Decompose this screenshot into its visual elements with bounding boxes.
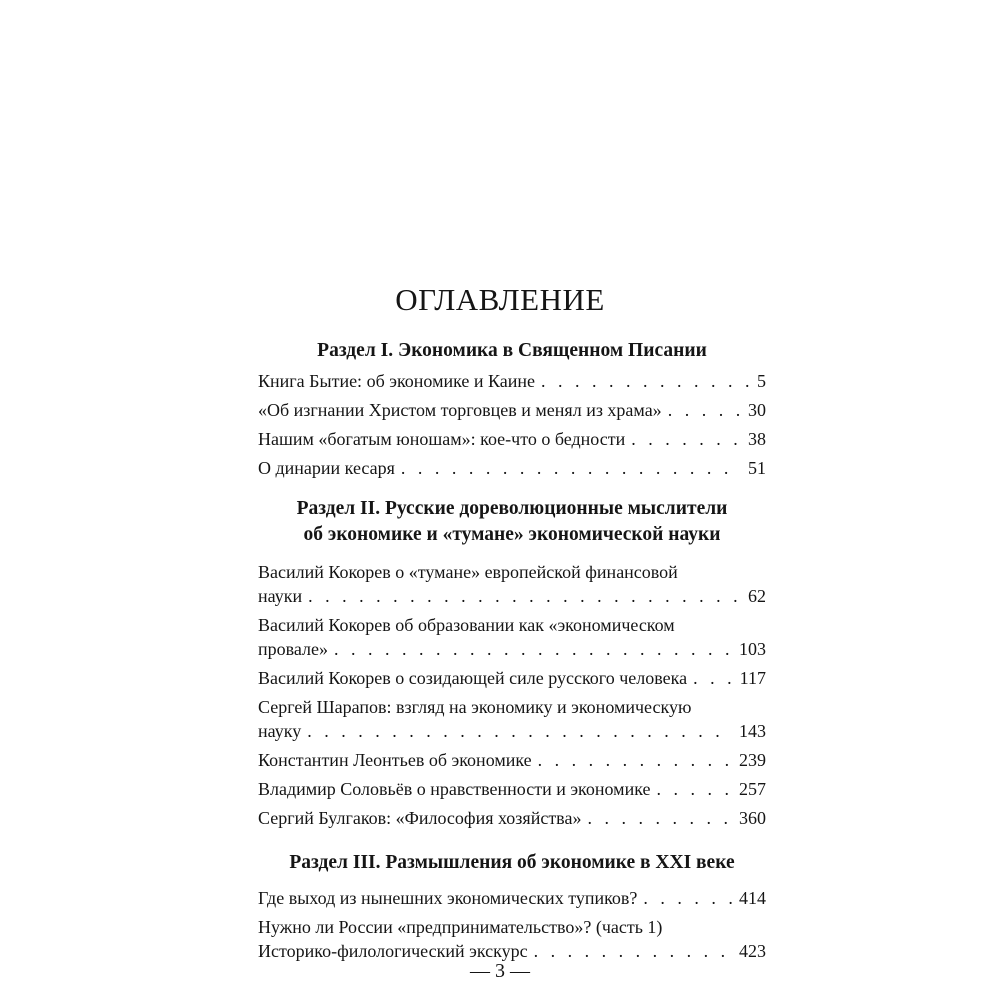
toc-entry (258, 427, 766, 451)
section-heading (258, 496, 766, 548)
dot-leader (307, 719, 733, 743)
entry-title: Владимир Соловьёв о нравственности и экономике (258, 779, 651, 799)
page-number: 62 (748, 586, 766, 606)
page-number: 117 (739, 668, 766, 688)
toc-entry (258, 748, 766, 772)
dot-leader (643, 886, 733, 910)
section-heading (258, 338, 766, 364)
entry-title-continuation: науку (258, 721, 302, 741)
entry-title: «Об изгнании Христом торговцев и менял из храма» (258, 400, 662, 420)
dot-leader (401, 456, 742, 480)
entry-title: Сергей Шарапов: взгляд на экономику и экономическую (258, 697, 692, 717)
page-number: 414 (739, 888, 766, 908)
toc-entry (258, 369, 766, 393)
entry-title: Василий Кокорев о созидающей силе русского человека (258, 668, 688, 688)
dot-leader (334, 637, 733, 661)
dot-leader (631, 427, 742, 451)
section-heading (258, 850, 766, 876)
entry-title: Где выход из нынешних экономических тупиков? (258, 888, 638, 908)
page-number: 30 (748, 400, 766, 420)
dot-leader (538, 748, 733, 772)
entry-title: Нужно ли России «предпринимательство»? (часть 1) (258, 917, 663, 937)
section-heading-line: Раздел II. Русские дореволюционные мыслители (296, 498, 728, 519)
page-number: 143 (739, 721, 766, 741)
page-number: 5 (757, 371, 766, 391)
page-number: 239 (739, 750, 766, 770)
toc-entry (258, 398, 766, 422)
page-number: 360 (739, 808, 766, 828)
entry-title: Сергий Булгаков: «Философия хозяйства» (258, 808, 582, 828)
entry-title: Константин Леонтьев об экономике (258, 750, 532, 770)
page-number: 423 (739, 941, 766, 961)
entry-title-continuation: науки (258, 586, 303, 606)
toc-entry (258, 777, 766, 801)
page-number: 38 (748, 429, 766, 449)
entry-title: Василий Кокорев об образовании как «экономическом (258, 615, 675, 635)
page-number: 257 (739, 779, 766, 799)
dot-leader (693, 666, 734, 690)
entry-title-continuation: Историко-филологический экскурс (258, 941, 528, 961)
entry-title: Книга Бытие: об экономике и Каине (258, 371, 536, 391)
section-heading-line: Раздел I. Экономика в Священном Писании (317, 340, 707, 361)
dot-leader (668, 398, 742, 422)
page-folio: — 3 — (470, 960, 530, 982)
toc-entry (258, 666, 766, 690)
entry-title: О динарии кесаря (258, 458, 395, 478)
toc-entry (258, 886, 766, 910)
toc-entry (258, 613, 766, 661)
page-title: ОГЛАВЛЕНИЕ (395, 282, 605, 317)
toc-entry (258, 915, 766, 963)
dot-leader (541, 369, 751, 393)
dot-leader (587, 806, 733, 830)
entry-title: Нашим «богатым юношам»: кое-что о бедности (258, 429, 626, 449)
dot-leader (656, 777, 733, 801)
table-of-contents (258, 338, 766, 963)
page-number: 103 (739, 639, 766, 659)
entry-title-continuation: провале» (258, 639, 329, 659)
section-heading-line: об экономике и «тумане» экономической науки (303, 524, 721, 545)
toc-entry (258, 456, 766, 480)
section-heading-line: Раздел III. Размышления об экономике в XXI веке (289, 852, 735, 873)
dot-leader (308, 584, 742, 608)
entry-title: Василий Кокорев о «тумане» европейской финансовой (258, 562, 678, 582)
toc-entry (258, 695, 766, 743)
toc-entry (258, 560, 766, 608)
page-number: 51 (748, 458, 766, 478)
toc-entry (258, 806, 766, 830)
